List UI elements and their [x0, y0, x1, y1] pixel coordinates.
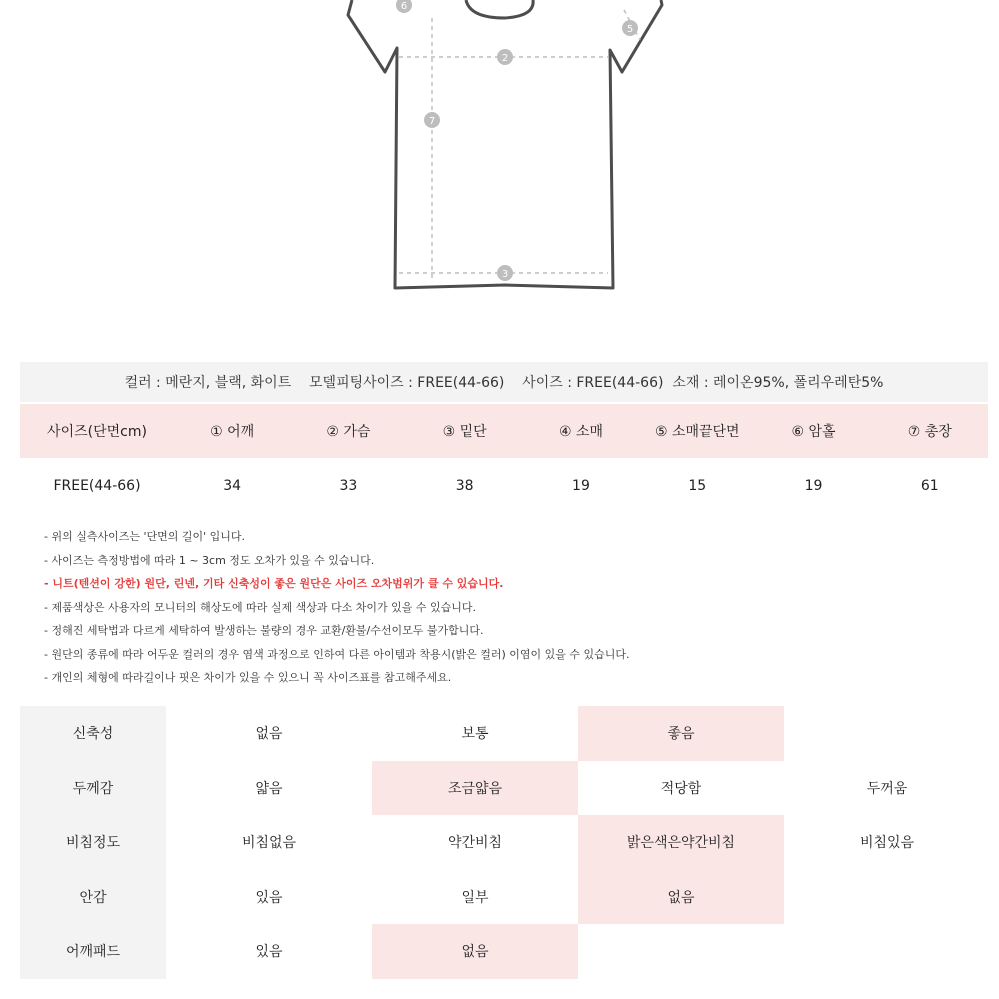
attr-option-selected: 밝은색은약간비침: [578, 815, 784, 870]
size-cell: 38: [455, 478, 474, 494]
svg-text:6: 6: [400, 1, 408, 12]
svg-text:7: 7: [428, 116, 436, 127]
size-cell: 19: [572, 478, 590, 494]
attr-row-thickness: [20, 761, 999, 816]
attr-option: 비침없음: [241, 835, 297, 852]
marker-5: [622, 20, 638, 36]
garment-measurement-diagram: [0, 0, 999, 300]
size-header-cell: ③ 밑단: [442, 424, 487, 440]
size-header-cell: ① 어깨: [210, 424, 255, 440]
size-header-cell: ⑦ 총장: [907, 424, 952, 440]
svg-text:3: 3: [501, 269, 509, 280]
attr-option: 비침있음: [859, 835, 915, 852]
svg-text:2: 2: [501, 53, 509, 64]
attr-row-lining: [20, 870, 999, 925]
attr-option: 일부: [461, 889, 489, 906]
size-header-cell: ⑤ 소매끝단면: [654, 424, 740, 440]
product-info-bar: [20, 362, 988, 402]
attr-option-selected: 좋음: [578, 706, 784, 761]
attr-option: 있음: [255, 889, 283, 906]
attr-label: 안감: [20, 870, 166, 925]
note-line: - 제품색상은 사용자의 모니터의 해상도에 따라 실제 색상과 다소 차이가 있을 수 있습니다.: [44, 600, 476, 614]
table-row: [20, 458, 988, 514]
attr-option-empty: [784, 924, 990, 979]
size-notes: [44, 529, 964, 694]
size-header-cell: 사이즈(단면cm): [47, 424, 147, 440]
attr-row-sheerness: [20, 815, 999, 870]
size-table: [20, 404, 988, 514]
size-header-cell: ② 가슴: [326, 424, 371, 440]
attr-option: 없음: [255, 726, 283, 743]
size-cell: 15: [688, 478, 707, 494]
attr-option: 적당함: [660, 780, 702, 797]
attr-row-shoulder-pad: [20, 924, 999, 979]
attr-option: 약간비침: [447, 835, 503, 852]
attr-option: 있음: [255, 944, 283, 961]
fabric-attribute-table: [20, 706, 999, 979]
size-cell: FREE(44-66): [53, 478, 141, 494]
attr-option-selected: 없음: [372, 924, 578, 979]
marker-3: [497, 265, 513, 281]
attr-row-stretch: [20, 706, 999, 761]
attr-option-selected: 조금얇음: [372, 761, 578, 816]
size-cell: 61: [920, 478, 939, 494]
size-header-cell: ⑥ 암홀: [791, 424, 836, 440]
size-cell: 34: [223, 478, 242, 494]
note-line: - 원단의 종류에 따라 어두운 컬러의 경우 염색 과정으로 인하여 다른 아이템과 착용시(밝은 컬러) 이염이 있을 수 있습니다.: [44, 647, 630, 661]
svg-text:5: 5: [626, 24, 634, 35]
attr-option: 보통: [461, 726, 489, 743]
product-info-text: 컬러 : 메란지, 블랙, 화이트 모델피팅사이즈 : FREE(44-66) 사이즈 : FREE(44-66) 소재 : 레이온95%, 폴리우레탄5%: [124, 375, 884, 391]
attr-option: 얇음: [255, 780, 283, 797]
attr-label: 어깨패드: [20, 924, 166, 979]
attr-option-empty: [578, 924, 784, 979]
note-line-warning: - 니트(텐션이 강한) 원단, 린넨, 기타 신축성이 좋은 원단은 사이즈 오차범위가 클 수 있습니다.: [44, 577, 504, 590]
size-header-cell: ④ 소매: [558, 424, 603, 440]
tshirt-outline: [348, 0, 662, 288]
note-line: - 정해진 세탁법과 다르게 세탁하여 발생하는 불량의 경우 교환/환불/수선이모두 불가합니다.: [44, 624, 484, 637]
note-line: - 사이즈는 측정방법에 따라 1 ~ 3cm 정도 오차가 있을 수 있습니다.: [44, 553, 375, 567]
marker-7: [424, 112, 440, 128]
attr-label: 두께감: [20, 761, 166, 816]
attr-option-empty: [784, 870, 990, 925]
attr-label: 비침정도: [20, 815, 166, 870]
attr-option-selected: 없음: [578, 870, 784, 925]
attr-option-empty: [784, 706, 990, 761]
note-line: - 위의 실측사이즈는 '단면의 길이' 입니다.: [44, 530, 246, 543]
size-table-header: [20, 404, 988, 458]
note-line: - 개인의 체형에 따라길이나 핏은 차이가 있을 수 있으니 꼭 사이즈표를 참고해주세요.: [44, 671, 452, 684]
size-cell: 19: [804, 478, 823, 494]
size-cell: 33: [339, 478, 358, 494]
marker-2: [497, 49, 513, 65]
attr-option: 두꺼움: [866, 780, 908, 797]
attr-label: 신축성: [20, 706, 166, 761]
